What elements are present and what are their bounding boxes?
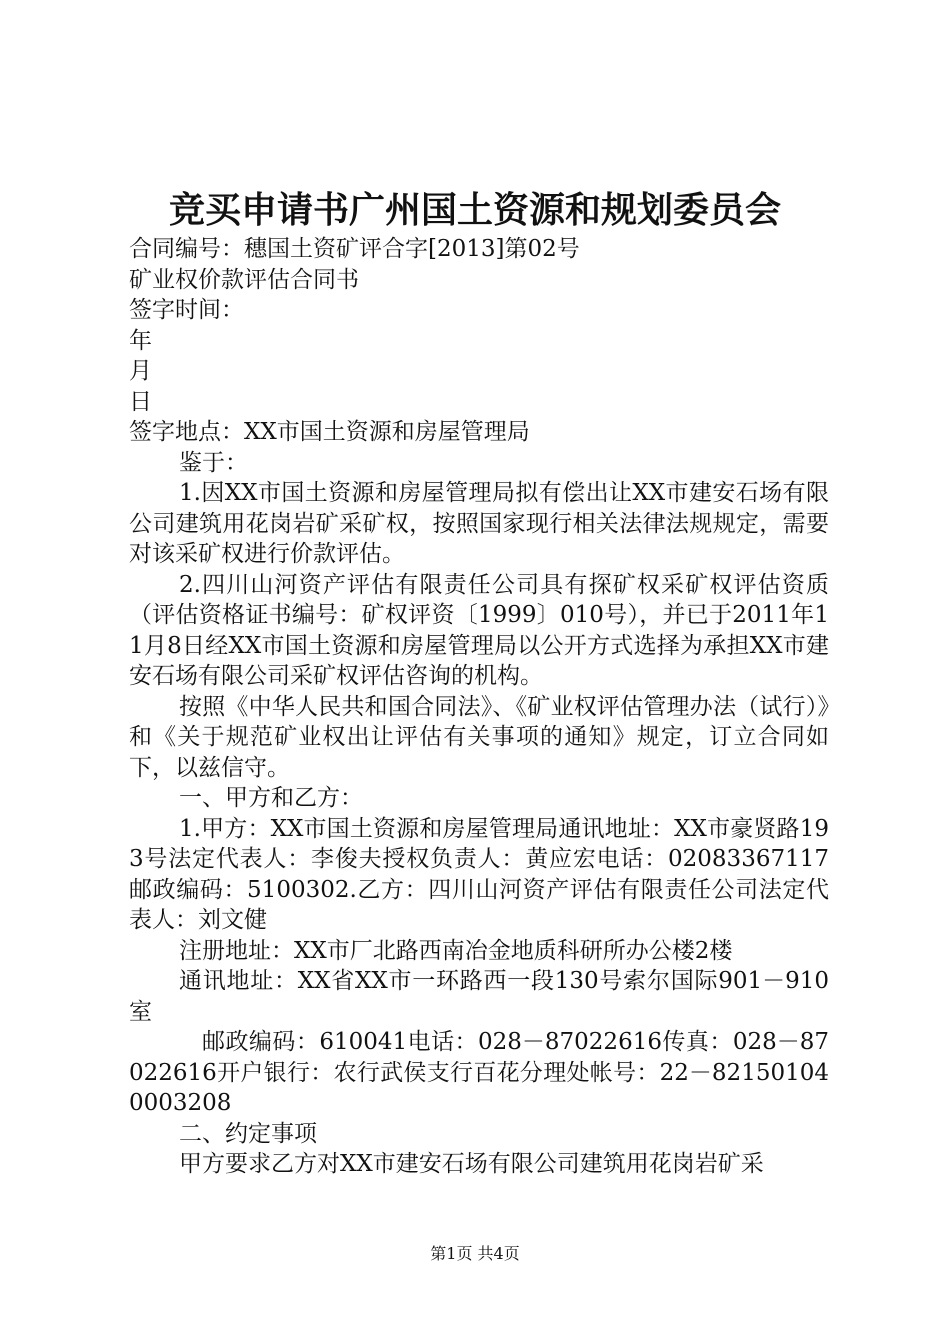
page-footer: 第1页 共4页 xyxy=(430,1244,520,1263)
signing-month: 月 xyxy=(129,358,152,384)
section-1-heading: 一、甲方和乙方： xyxy=(179,785,363,811)
document-body xyxy=(129,234,829,1180)
mailing-address: 通讯地址：XX省XX市一环路西一段130号索尔国际901－910室 xyxy=(129,968,829,1025)
document-title: 竞买申请书广州国土资源和规划委员会 xyxy=(168,189,781,231)
section-2-heading: 二、约定事项 xyxy=(179,1120,317,1147)
signing-day: 日 xyxy=(129,388,152,415)
whereas-clause-1: 1.因XX市国土资源和房屋管理局拟有偿出让XX市建安石场有限公司建筑用花岗岩矿采矿权，按照国家现行相关法律法规规定，需要对该采矿权进行价款评估。 xyxy=(129,480,829,567)
contract-name: 矿业权价款评估合同书 xyxy=(129,266,359,293)
signing-location: 签字地点：XX市国土资源和房屋管理局 xyxy=(129,419,530,445)
agreement-basis: 按照《中华人民共和国合同法》、《矿业权评估管理办法（试行）》和《关于规范矿业权出让评估有关事项的通知》规定，订立合同如下，以兹信守。 xyxy=(129,693,829,781)
party-details: 1.甲方：XX市国土资源和房屋管理局通讯地址：XX市豪贤路193号法定代表人：李俊夫授权负责人：黄应宏电话：02083367117邮政编码：5100302.乙方：四川山河资产评估有限责任公司法定代表人：刘文健 xyxy=(129,815,829,933)
signing-time-label: 签字时间： xyxy=(129,297,244,323)
whereas-heading: 鉴于： xyxy=(179,449,248,476)
registered-address: 注册地址：XX市厂北路西南冶金地质科研所办公楼2楼 xyxy=(179,937,733,964)
contract-number: 合同编号：穗国土资矿评合字[2013]第02号 xyxy=(129,236,580,262)
whereas-clause-2: 2.四川山河资产评估有限责任公司具有探矿权采矿权评估资质（评估资格证书编号：矿权评资〔1999〕010号），并已于2011年11月8日经XX市国土资源和房屋管理局以公开方式选择为承担XX市建安石场有限公司采矿权评估咨询的机构。 xyxy=(129,571,829,689)
section-2-text: 甲方要求乙方对XX市建安石场有限公司建筑用花岗岩矿采 xyxy=(179,1151,764,1177)
signing-year: 年 xyxy=(129,327,152,354)
contact-bank-details: 邮政编码：610041电话：028－87022616传真：028－87022616开户银行：农行武侯支行百花分理处帐号：22－821501040003208 xyxy=(129,1029,829,1116)
